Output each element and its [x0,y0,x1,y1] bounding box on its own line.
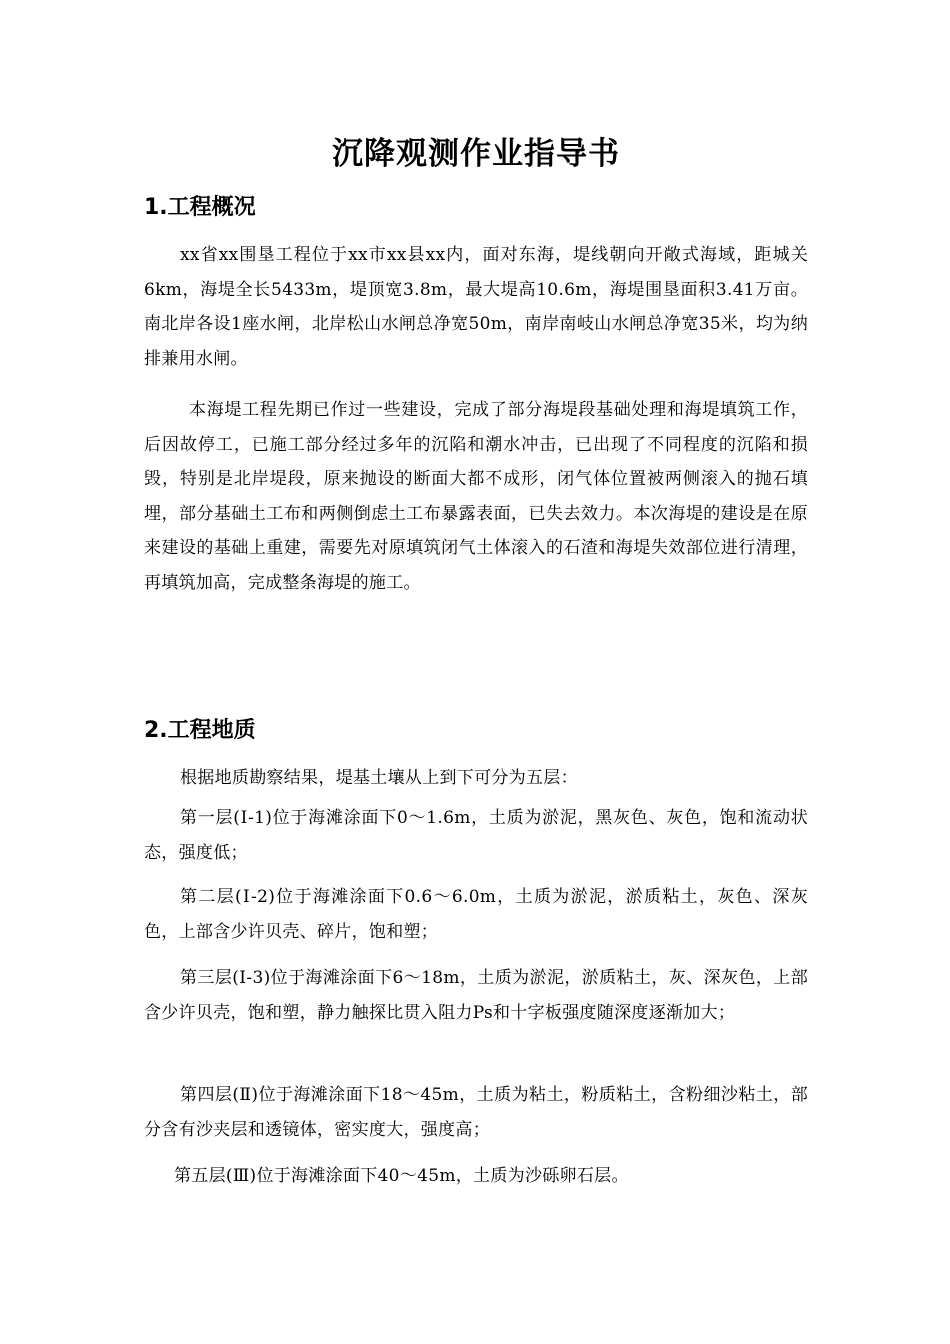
paragraph-overview-location: xx省xx围垦工程位于xx市xx县xx内，面对东海，堤线朝向开敞式海域，距城关6km，海堤全长5433m，堤顶宽3.8m，最大堤高10.6m，海堤围垦面积3.41万亩。南北岸各设1座水闸，北岸松山水闸总净宽50m，南岸南岐山水闸总净宽35米，均为纳排兼用水闸。 [144,245,808,369]
section-heading-overview: 1.工程概况 [144,195,256,220]
document-title: 沉降观测作业指导书 [332,136,620,172]
paragraph-geology-layer-4: 第四层(Ⅱ)位于海滩涂面下18～45m，土质为粘土，粉质粘土，含粉细沙粘土，部分含有沙夹层和透镜体，密实度大，强度高； [144,1085,808,1140]
paragraph-geology-intro: 根据地质勘察结果，堤基土壤从上到下可分为五层： [180,768,578,788]
paragraph-geology-layer-3: 第三层(Ⅰ-3)位于海滩涂面下6～18m，土质为淤泥，淤质粘土，灰、深灰色，上部含少许贝壳，饱和塑，静力触探比贯入阻力Ps和十字板强度随深度逐渐加大； [144,968,808,1023]
section-heading-geology: 2.工程地质 [144,718,256,743]
paragraph-geology-layer-2: 第二层(Ⅰ-2)位于海滩涂面下0.6～6.0m，土质为淤泥，淤质粘土，灰色、深灰色，上部含少许贝壳、碎片，饱和塑； [144,887,808,942]
paragraph-overview-history: 本海堤工程先期已作过一些建设，完成了部分海堤段基础处理和海堤填筑工作，后因故停工，已施工部分经过多年的沉陷和潮水冲击，已出现了不同程度的沉陷和损毁，特别是北岸堤段，原来抛设的断面大都不成形，闭气体位置被两侧滚入的抛石填埋，部分基础土工布和两侧倒虑土工布暴露表面，已失去效力。本次海堤的建设是在原来建设的基础上重建，需要先对原填筑闭气土体滚入的石渣和海堤失效部位进行清理，再填筑加高，完成整条海堤的施工。 [144,400,808,593]
paragraph-geology-layer-5: 第五层(Ⅲ)位于海滩涂面下40～45m，土质为沙砾卵石层。 [174,1166,629,1186]
paragraph-geology-layer-1: 第一层(Ⅰ-1)位于海滩涂面下0～1.6m，土质为淤泥，黑灰色、灰色，饱和流动状态，强度低； [144,808,808,863]
